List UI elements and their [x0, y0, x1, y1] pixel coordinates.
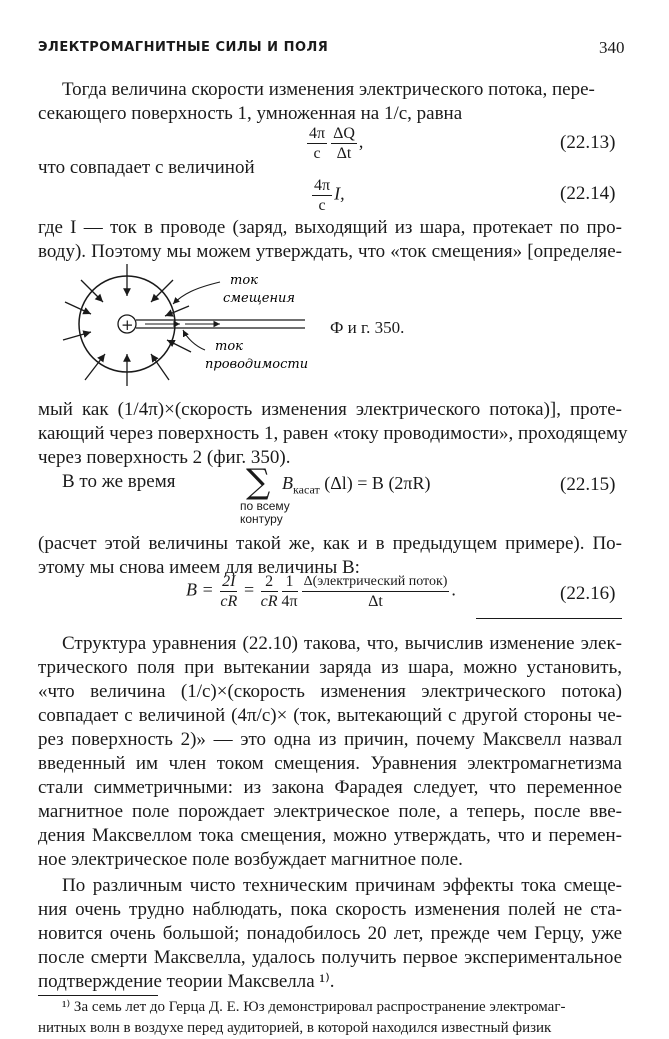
section-rule	[476, 618, 622, 619]
equation-22-13	[305, 124, 363, 163]
para5-line7: стали симметричными: из закона Фарадея следует, что переменное	[38, 777, 622, 798]
para6-line3: новится очень большой; понадобилось 20 лет, прежде чем Герцу, уже	[38, 923, 622, 944]
eq14-tail: I,	[334, 183, 345, 204]
label-displacement-2: смещения	[223, 291, 296, 306]
running-title: ЭЛЕКТРОМАГНИТНЫЕ СИЛЫ И ПОЛЯ	[38, 40, 329, 55]
sum-subscript-2: контуру	[240, 512, 283, 526]
footnote-rule	[38, 995, 158, 996]
eq16-tail: .	[451, 579, 456, 600]
charge-symbol: +	[121, 316, 134, 334]
eq14-label: (22.14)	[560, 183, 616, 204]
para5-line9: дения Максвеллом тока смещения, можно утверждать, что и перемен-	[38, 825, 622, 846]
eq16-f3-den: 4π	[281, 593, 298, 610]
eq16-f1-num: 2I	[222, 573, 236, 590]
eq15-rhs: (Δl) = B (2πR)	[324, 473, 431, 493]
para5-line3: «что величина (1/c)×(скорость изменения электрического потока)	[38, 681, 622, 702]
para1-line1: Тогда величина скорости изменения электрического потока, пере-	[62, 79, 595, 100]
para6-line5: подтверждение теории Максвелла ¹⁾.	[38, 971, 335, 992]
para4-line1: (расчет этой величины такой же, как и в предыдущем примере). По-	[38, 533, 622, 554]
conduction-pointer	[183, 330, 205, 350]
para3-line3: через поверхность 2 (фиг. 350).	[38, 447, 291, 468]
eq13-num2: ΔQ	[333, 125, 355, 142]
eq16-f4-num: Δ(электрический поток)	[302, 572, 450, 592]
equation-22-16	[186, 572, 456, 611]
para1-line2: секающего поверхность 1, умноженная на 1/c, равна	[38, 103, 463, 124]
eq16-lhs: B =	[186, 579, 214, 600]
para2-line1: где I — ток в проводе (заряд, выходящий из шара, протекает по про-	[38, 217, 622, 238]
para5-line6: введенный им член током смещения. Уравнения электромагнетизма	[38, 753, 622, 774]
para3-line2: кающий через поверхность 1, равен «току проводимости», проходящему	[38, 423, 628, 444]
figure-caption: Ф и г. 350.	[330, 318, 405, 337]
eq16-f1-den: cR	[220, 593, 238, 610]
para5-line8: магнитное поле порождает электрическое поле, а теперь, после вве-	[38, 801, 622, 822]
para6-line2: ния очень трудно наблюдать, пока скорость изменения полей не ста-	[38, 899, 622, 920]
equation-22-15	[282, 473, 431, 498]
sum-symbol: ∑	[246, 462, 271, 502]
coincides-text: что совпадает с величиной	[38, 157, 255, 178]
label-displacement-1: ток	[230, 273, 258, 288]
eq16-f3-num: 1	[282, 572, 298, 592]
sum-subscript-1: по всему	[240, 499, 290, 513]
eq16-f2-num: 2	[261, 572, 278, 592]
eq15-body: B	[282, 473, 293, 493]
eq13-label: (22.13)	[560, 132, 616, 153]
para6-line4: после смерти Максвелла, удалось получить первое экспериментальное	[38, 947, 622, 968]
eq16-f2-den: cR	[260, 593, 278, 610]
eq14-den: c	[318, 197, 326, 214]
eq13-den1: c	[313, 145, 321, 162]
eq15-body-sub: касат	[293, 482, 320, 497]
para5-line4: совпадает с величиной (4π/c)× (ток, вытекающий с другой стороны че-	[38, 705, 622, 726]
para5-line5: рез поверхность 2)» — это одна из причин, почему Максвелл назвал	[38, 729, 622, 750]
para5-line2: трического поля при вытекании заряда из шара, можно установить,	[38, 657, 622, 678]
eq16-label: (22.16)	[560, 583, 616, 604]
figure-350	[55, 262, 335, 394]
footnote-line1: ¹⁾ За семь лет до Герца Д. Е. Юз демонстрировал распространение электромаг-	[62, 999, 566, 1015]
para3-line1: мый как (1/4π)×(скорость изменения электрического потока)], проте-	[38, 399, 622, 420]
para6-line1: По различным чисто техническим причинам эффекты тока смеще-	[62, 875, 622, 896]
para5-line10: ное электрическое поле возбуждает магнитное поле.	[38, 849, 463, 870]
eq16-eq: =	[243, 579, 255, 600]
para5-line1: Структура уравнения (22.10) такова, что, вычислив изменение элек-	[62, 633, 622, 654]
meanwhile-text: В то же время	[62, 471, 176, 492]
eq13-num1: 4π	[309, 125, 326, 142]
page-number: 340	[599, 38, 625, 57]
eq13-den2: Δt	[336, 145, 352, 162]
para2-line2: воду). Поэтому мы можем утверждать, что «ток смещения» [определяе-	[38, 241, 622, 262]
eq15-label: (22.15)	[560, 474, 616, 495]
label-conduction-2: проводимости	[205, 357, 309, 372]
eq16-f4-den: Δt	[368, 593, 383, 610]
eq13-tail: ,	[358, 131, 364, 152]
para4-line2: этому мы снова имеем для величины B:	[38, 557, 360, 578]
displacement-pointer	[173, 282, 220, 304]
eq14-num: 4π	[314, 177, 331, 194]
label-conduction-1: ток	[215, 339, 243, 354]
footnote-line2: нитных волн в воздухе перед аудиторией, в которой находился известный физик	[38, 1020, 552, 1036]
equation-22-14	[310, 176, 345, 215]
